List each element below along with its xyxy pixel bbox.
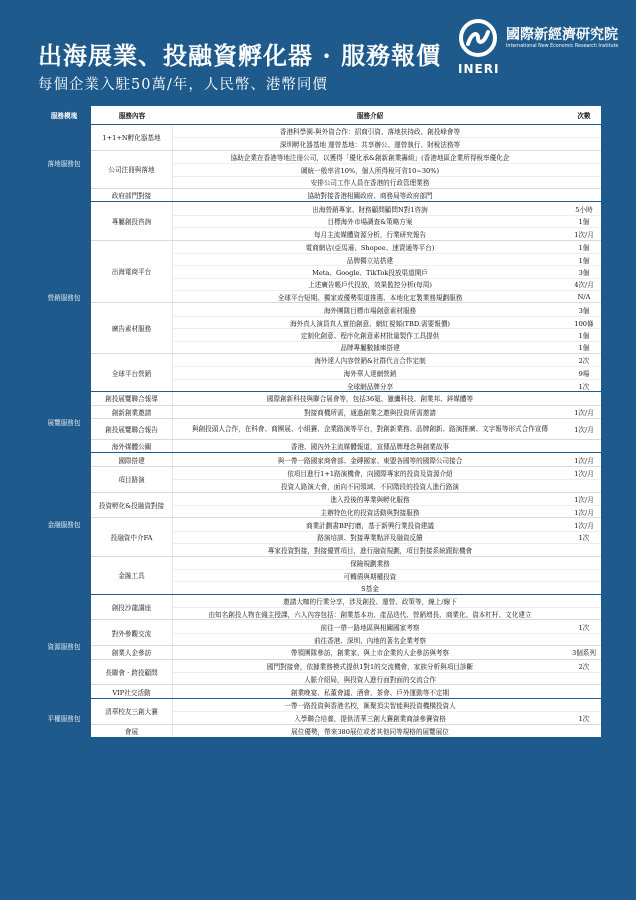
service-item [91,556,601,594]
service-group [37,452,601,593]
service-item [91,188,601,201]
service-count: 3個 [578,306,590,315]
group-body [91,392,601,452]
service-intro: 專家投資對接，對接優質項目，進行融資規劃，項目對接系統跟踪機會 [267,546,473,555]
service-group [37,201,601,391]
service-intro: 圖統一般率省10%，個人所得稅可省10~30%) [300,166,440,175]
service-rows [173,354,601,391]
table-row [173,265,601,277]
service-count: 1次 [578,714,590,723]
service-name: 創投展覽聯合報導 [91,392,173,404]
service-name: 對外參觀交流 [91,620,173,645]
header-count: 次數 [577,112,591,120]
service-name: 會展 [91,725,173,737]
table-row [173,493,601,505]
module-cell: 落地服務包 [37,125,91,201]
table-row [173,227,601,239]
table-row [173,125,601,137]
service-count: N/A [577,292,591,301]
service-intro: 國門對接會，依據業務模式提供1對1的交流機會，家族分析與項目診斷 [266,662,474,671]
group-body [91,595,601,698]
service-count: 5小時 [575,205,593,214]
service-name: 投融資中介FA [91,518,173,555]
table-row [173,241,601,253]
table-row [173,607,601,619]
service-item [91,353,601,391]
service-count: 1次/月 [574,521,594,530]
table-row [173,137,601,149]
service-name: 投資孵化&投融資對接 [91,493,173,518]
service-name: 長聯會 · 跨投顧問 [91,660,173,685]
table-row [173,189,601,201]
module-cell: 營銷服務包 [37,202,91,391]
service-intro: 安排公司工作人員在香港的行政管理業務 [310,179,430,188]
service-item [91,405,601,418]
table-row [173,699,601,711]
service-rows [173,151,601,188]
table-row [173,163,601,175]
table-row [173,341,601,353]
service-rows [173,725,601,737]
service-rows [173,518,601,555]
service-name: 創新創業邀請 [91,406,173,418]
header-item: 服務內容 [118,112,146,120]
service-count: 1次 [578,623,590,632]
service-intro: 深圳孵化器基地 運營基地：共享辦公、運營執行、財稅法務等 [279,141,461,150]
service-name: 專屬創投咨詢 [91,202,173,239]
service-group [37,391,601,452]
service-item [91,418,601,439]
table-row [173,278,601,290]
service-item [91,150,601,188]
service-intro: 全球平台短期、獨家或優勢渠道推薦、本地化定製業務規劃服務 [277,293,463,302]
service-intro: 依項目進行1+1路演機會，向國際專家的投資及資源介紹 [287,469,453,478]
service-rows [173,453,601,465]
service-group [37,124,601,201]
service-item [91,645,601,658]
service-intro: 主辦特色化的投資活動與對接服務 [320,508,420,517]
service-intro: 協助企業在香港等地注冊公司，以獲得「優化承&創新創業籌組」(香港地區企業所得稅率優化企 [230,153,510,162]
table-row [173,392,601,404]
service-rows [173,493,601,518]
price-table [37,106,601,737]
service-intro: 海外團隊目標市場創意素材服務 [323,306,417,315]
table-row [173,419,601,439]
service-intro: 協助對接香港相關政府、商務局等政府部門 [307,192,433,201]
table-row [173,303,601,315]
service-item [91,724,601,737]
service-count: 1個 [578,243,590,252]
service-intro: 品牌獨立站搭建 [346,256,394,265]
service-item [91,453,601,465]
table-row [173,366,601,378]
table-row [173,557,601,569]
table-row [173,646,601,658]
table-row [173,581,601,593]
table-row [173,633,601,645]
service-rows [173,419,601,439]
group-body [91,202,601,391]
table-row [173,531,601,543]
service-item [91,202,601,239]
page-title: 出海展業、投融資孵化器 · 服務報價 [38,41,442,70]
service-name: 項目路演 [91,467,173,492]
service-intro: 出海營銷專家、財務顧問顧問N對1咨詢 [312,205,428,214]
table-row [173,316,601,328]
service-intro: 目標海外市場調查&策略方案 [327,218,413,227]
service-item [91,466,601,492]
service-intro: 展位優勢，帶來380展位或者其他同等規格的展覽展位 [291,727,449,736]
table-row [173,253,601,265]
service-count: 100條 [574,319,594,328]
service-item [91,595,601,620]
table-body [37,124,601,737]
logo-english-name: International New Economic Research Institute [506,44,619,49]
table-row [173,202,601,214]
service-count: 1個 [578,218,590,227]
table-row [173,620,601,632]
table-row [173,406,601,418]
service-name: 公司注冊與落地 [91,151,173,188]
service-intro: 可轉債與期權投資 [343,572,397,581]
service-item [91,125,601,150]
service-intro: 品牌專屬數據庫搭建 [340,344,400,353]
service-item [91,302,601,353]
ineri-logo-icon [458,18,498,58]
service-rows [173,646,601,658]
logo-chinese-name: 國際新經濟研究院 [506,27,618,43]
table-row [173,569,601,581]
service-name: 國際搭建 [91,453,173,465]
service-intro: 帶領團隊參訪，創業家、與上市企業的人企參訪與考察 [290,649,450,658]
service-count: 1個 [578,344,590,353]
service-intro: 路演培訓、對接專業點評及融資反饋 [317,534,423,543]
service-group [37,594,601,698]
service-intro: 與一帶一路國家商會部、金磚國家、東盟各國等的國際公司接合 [277,456,463,465]
service-intro: 投資人路演大會，面向不同領域、不同階段的投資人進行路演 [280,482,460,491]
table-header [37,106,601,124]
module-cell: 金融服務包 [37,453,91,593]
table-row [173,354,601,366]
service-rows [173,241,601,303]
service-item [91,492,601,518]
service-group [37,698,601,737]
service-rows [173,189,601,201]
table-row [173,215,601,227]
service-item [91,392,601,404]
service-count: 1次/月 [574,408,594,417]
table-row [173,151,601,163]
service-name: 全球平台營銷 [91,354,173,391]
service-intro: 對接商機所需，通過創業之邀與投資所需邀請 [304,408,436,417]
service-count: 1次/月 [574,495,594,504]
table-row [173,453,601,465]
header-intro: 服務介紹 [356,112,384,120]
service-count: 1次/月 [574,456,594,465]
service-rows [173,202,601,239]
service-rows [173,406,601,418]
service-rows [173,440,601,452]
service-rows [173,660,601,685]
service-intro: 定制化創意、程序化創意素材批量製作工具提供 [300,331,440,340]
service-intro: 香港、國內外主流媒體報道，宣傳品牌理念與創業故事 [290,443,450,452]
table-row [173,440,601,452]
service-item [91,684,601,697]
table-row [173,505,601,517]
service-rows [173,685,601,697]
service-count: 1個 [578,331,590,340]
service-rows [173,620,601,645]
table-row [173,725,601,737]
service-intro: 海外真人演員真人實拍創意、網紅視頻(TBD.需要報價) [289,319,450,328]
service-intro: 國際創新科技與聯合展會等，包括36氪、獵鷹科技、創業邦、鋅媒體等 [266,395,474,404]
module-cell: 展覽服務包 [37,392,91,452]
service-intro: 電商網店(亞馬遜、Shopee、速賣通等平台) [305,243,435,252]
table-row [173,467,601,479]
service-item [91,619,601,645]
service-name: 出海電商平台 [91,241,173,303]
service-intro: 前往香港、深圳、內地的著名企業考察 [313,636,427,645]
page-subtitle: 每個企業入駐50萬/年，人民幣、港幣同價 [38,77,328,93]
service-intro: Meta、Google、TikTok投放渠道開戶 [312,268,428,277]
service-count: 3個 [578,268,590,277]
service-intro: 一帶一路投資與香港名校，匯聚頂尖智能與投資機構投資人 [284,701,456,710]
service-count: 2次 [578,357,590,366]
service-name: 政府部門對接 [91,189,173,201]
module-cell: 平權服務包 [37,699,91,737]
service-intro: 人脈介紹局，與投資人進行面對面的交流合作 [304,675,436,684]
service-name: 創投沙龍講座 [91,595,173,620]
ineri-logo [458,18,628,78]
service-count: 4次/月 [574,281,594,290]
service-count: 1次 [578,382,590,391]
service-count: 1次/月 [574,508,594,517]
table-row [173,543,601,555]
service-rows [173,303,601,353]
service-intro: 每月主流媒體資源分析，行業研究報告 [313,230,427,239]
service-rows [173,699,601,724]
table-row [173,328,601,340]
logo-short-name: INERI [458,62,500,76]
service-rows [173,467,601,492]
service-item [91,659,601,685]
table-row [173,379,601,391]
table-row [173,479,601,491]
service-item [91,517,601,555]
service-name: 廣告素材服務 [91,303,173,353]
table-row [173,660,601,672]
service-intro: 上述廣告帳戶代投放，效果監控分析(每周) [308,281,432,290]
table-row [173,711,601,723]
service-intro: 香港科學園-與外資合作：招商引資、落地扶持政、創投峰會等 [279,128,461,137]
service-count: 1個 [578,256,590,265]
service-intro: 創業晚宴、私董會議、酒會、茶會、戶外運動等不定期 [290,688,450,697]
group-body [91,125,601,201]
service-intro: 商業計劃書BP打磨，基于新興行業投資建議 [306,521,434,530]
service-intro: 入學聯合培養，提供清華三創大賽創業商談參賽資格 [294,714,446,723]
service-item [91,439,601,452]
service-count: 1次/月 [574,469,594,478]
service-item [91,699,601,724]
service-rows [173,125,601,150]
table-row [173,518,601,530]
table-row [173,672,601,684]
table-row [173,290,601,302]
service-intro: 由知名創投人物在綫主授課，六人內容包括：創業基本功、產品迭代、營銷增長、商業化、資本杠杆、文化建立 [208,610,532,619]
table-row [173,685,601,697]
service-intro: 全球網品牌分享 [346,382,394,391]
service-count: 3個系列 [572,649,596,658]
service-name: 創業人企參訪 [91,646,173,658]
group-body [91,699,601,737]
service-name: 清華校友三創大賽 [91,699,173,724]
service-count: 9場 [578,370,590,379]
service-intro: 邀請大咖的行業分享，涉及創投、運營、政策等，線上/線下 [283,597,457,606]
service-intro: 保險規劃業務 [350,559,390,568]
service-rows [173,392,601,404]
table-row [173,595,601,607]
service-intro: 海外達人內容營銷&社群代言合作定制 [314,357,426,366]
service-intro: 與創投頭人合作，在科會、商團展、小組賽、企業路演等平台，對創新業務、品牌創新、路演推廣、文字報等形式合作宣傳 [191,424,549,433]
service-item [91,240,601,303]
service-count: 2次 [578,662,590,671]
service-intro: 進入投後的專業與孵化服務 [330,495,410,504]
service-count: 1次/月 [574,425,594,434]
service-count: 1次/月 [574,230,594,239]
table-row [173,176,601,188]
group-body [91,453,601,593]
service-rows [173,557,601,594]
service-name: 創投展覽聯合報告 [91,419,173,439]
module-cell: 資源服務包 [37,595,91,698]
service-intro: S基金 [361,584,379,593]
service-name: 海外媒體公關 [91,440,173,452]
service-rows [173,595,601,620]
service-intro: 海外華人達網營銷 [343,370,397,379]
service-name: 金融工具 [91,557,173,594]
service-name: VIP社交活動 [91,685,173,697]
service-count: 1次 [578,534,590,543]
header-module: 服務模塊 [37,106,91,124]
service-name: 1+1+N孵化器基地 [91,125,173,150]
service-intro: 前往一帶一路地區與相關國家考察 [320,623,420,632]
